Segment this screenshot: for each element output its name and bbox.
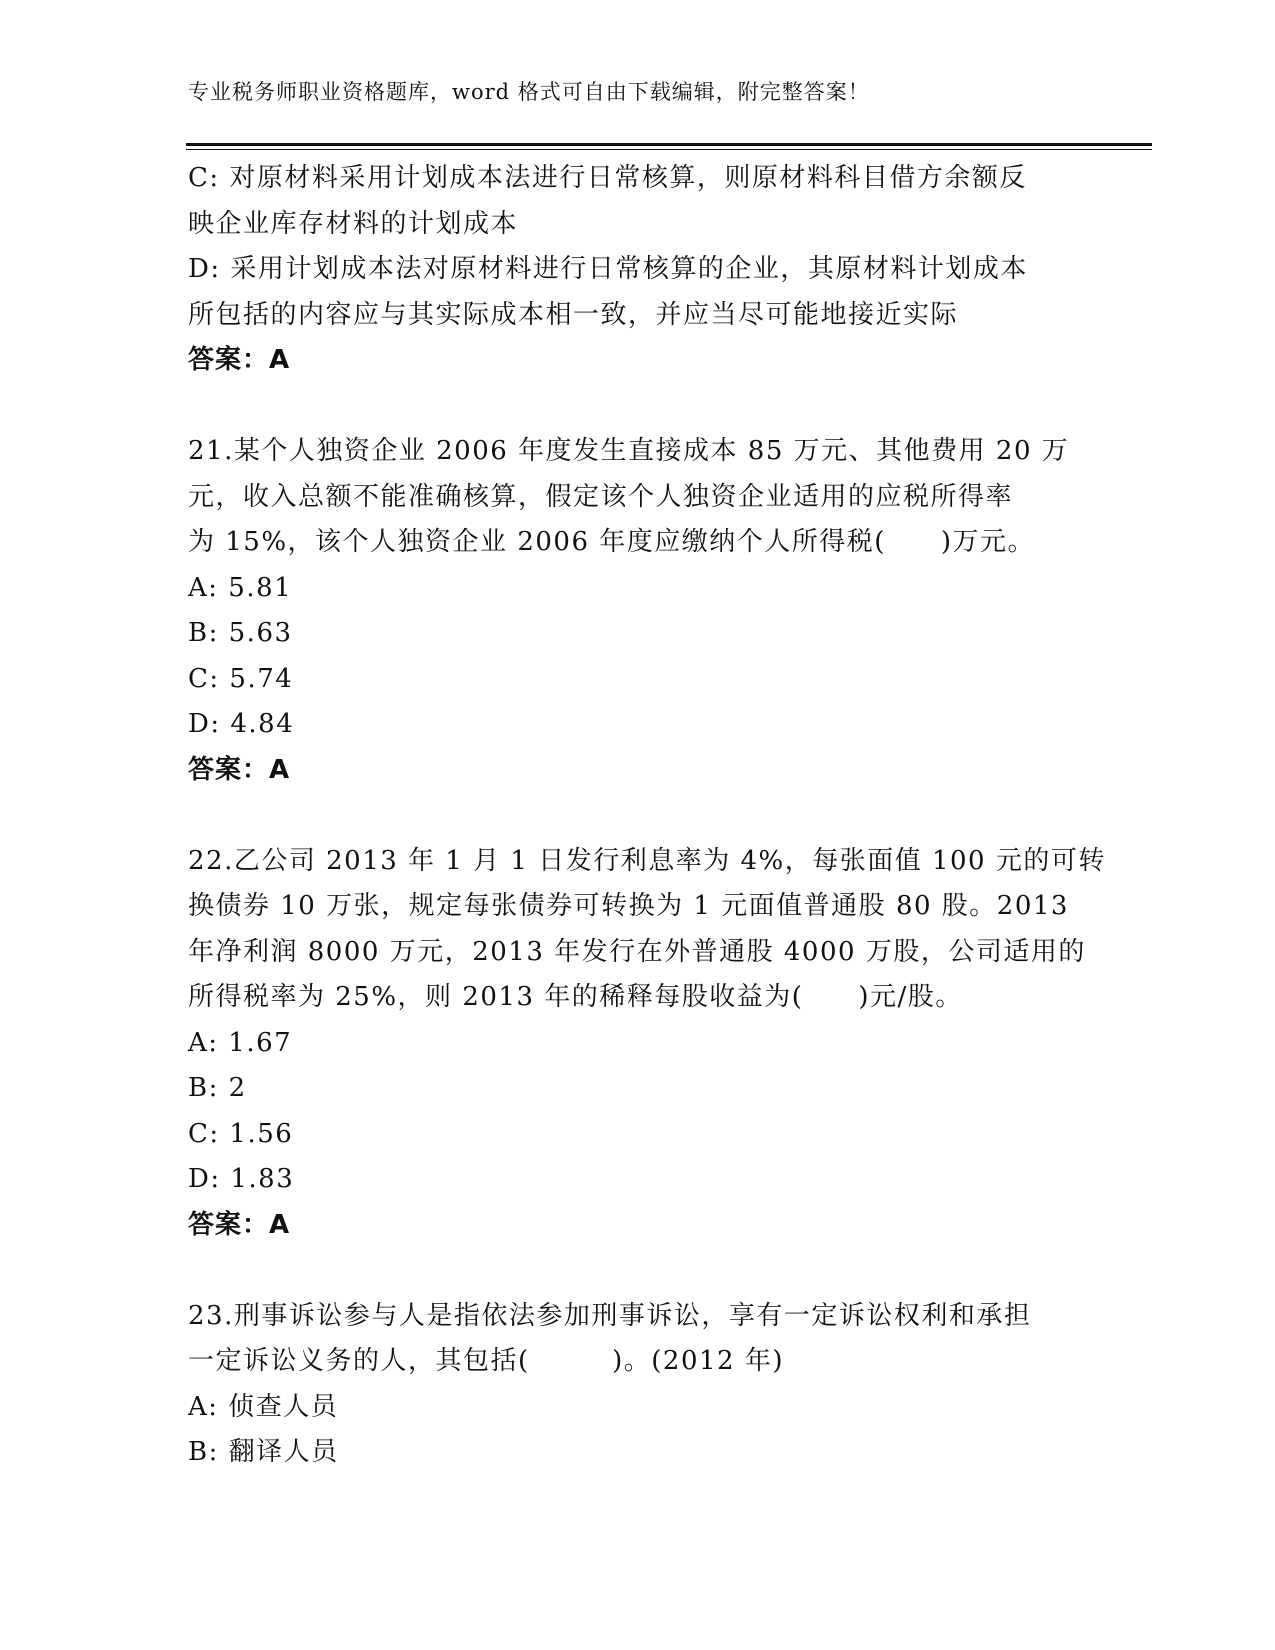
option-line: D: 采用计划成本法对原材料进行日常核算的企业，其原材料计划成本 <box>188 254 1028 284</box>
spacer <box>188 384 1088 430</box>
question-stem-line: 年净利润 8000 万元，2013 年发行在外普通股 4000 万股，公司适用的 <box>188 936 1086 967</box>
question-stem-line: 为 15%，该个人独资企业 2006 年度应缴纳个人所得税( )万元。 <box>188 527 1036 557</box>
option-line: 所包括的内容应与其实际成本相一致，并应当尽可能地接近实际 <box>188 299 959 330</box>
option-c: C: 5.74 <box>188 663 294 694</box>
question-stem-line: 21.某个人独资企业 2006 年度发生直接成本 85 万元、其他费用 20 万 <box>188 436 1070 466</box>
question-stem-line: 22.乙公司 2013 年 1 月 1 日发行利息率为 4%，每张面值 100 元的可转 <box>188 845 1106 876</box>
prev-question <box>188 156 1088 384</box>
question-22 <box>188 839 1106 1249</box>
option-c: C: 1.56 <box>188 1118 294 1149</box>
answer-line: 答案：A <box>188 754 291 785</box>
header-rule-thick <box>186 143 1152 146</box>
option-b: B: 5.63 <box>188 618 293 648</box>
option-d: D: 4.84 <box>188 709 295 739</box>
option-line: C: 对原材料采用计划成本法进行日常核算，则原材料科目借方余额反 <box>188 163 1027 193</box>
header-rule-thin <box>186 149 1152 150</box>
answer-line: 答案：A <box>188 1209 291 1240</box>
spacer <box>188 1248 1088 1294</box>
question-23 <box>188 1294 1088 1476</box>
question-stem-line: 所得税率为 25%，则 2013 年的稀释每股收益为( )元/股。 <box>188 982 963 1012</box>
answer-line: 答案：A <box>188 345 291 375</box>
question-stem-line: 一定诉讼义务的人，其包括( )。(2012 年) <box>188 1346 785 1376</box>
option-a: A: 1.67 <box>188 1027 293 1058</box>
option-a: A: 5.81 <box>188 572 293 603</box>
option-b: B: 2 <box>188 1073 247 1103</box>
option-line: 映企业库存材料的计划成本 <box>188 208 519 239</box>
question-stem-line: 换债券 10 万张，规定每张债券可转换为 1 元面值普通股 80 股。2013 <box>188 891 1069 921</box>
question-stem-line: 23.刑事诉讼参与人是指依法参加刑事诉讼，享有一定诉讼权利和承担 <box>188 1300 1032 1331</box>
document-body <box>188 156 1106 1476</box>
option-d: D: 1.83 <box>188 1164 295 1194</box>
question-21 <box>188 429 1088 793</box>
option-a: A: 侦查人员 <box>188 1391 339 1422</box>
option-b: B: 翻译人员 <box>188 1437 339 1467</box>
page-header: 专业税务师职业资格题库，word 格式可自由下载编辑，附完整答案！ <box>188 80 870 104</box>
question-stem-line: 元，收入总额不能准确核算，假定该个人独资企业适用的应税所得率 <box>188 481 1014 512</box>
spacer <box>188 793 1088 839</box>
